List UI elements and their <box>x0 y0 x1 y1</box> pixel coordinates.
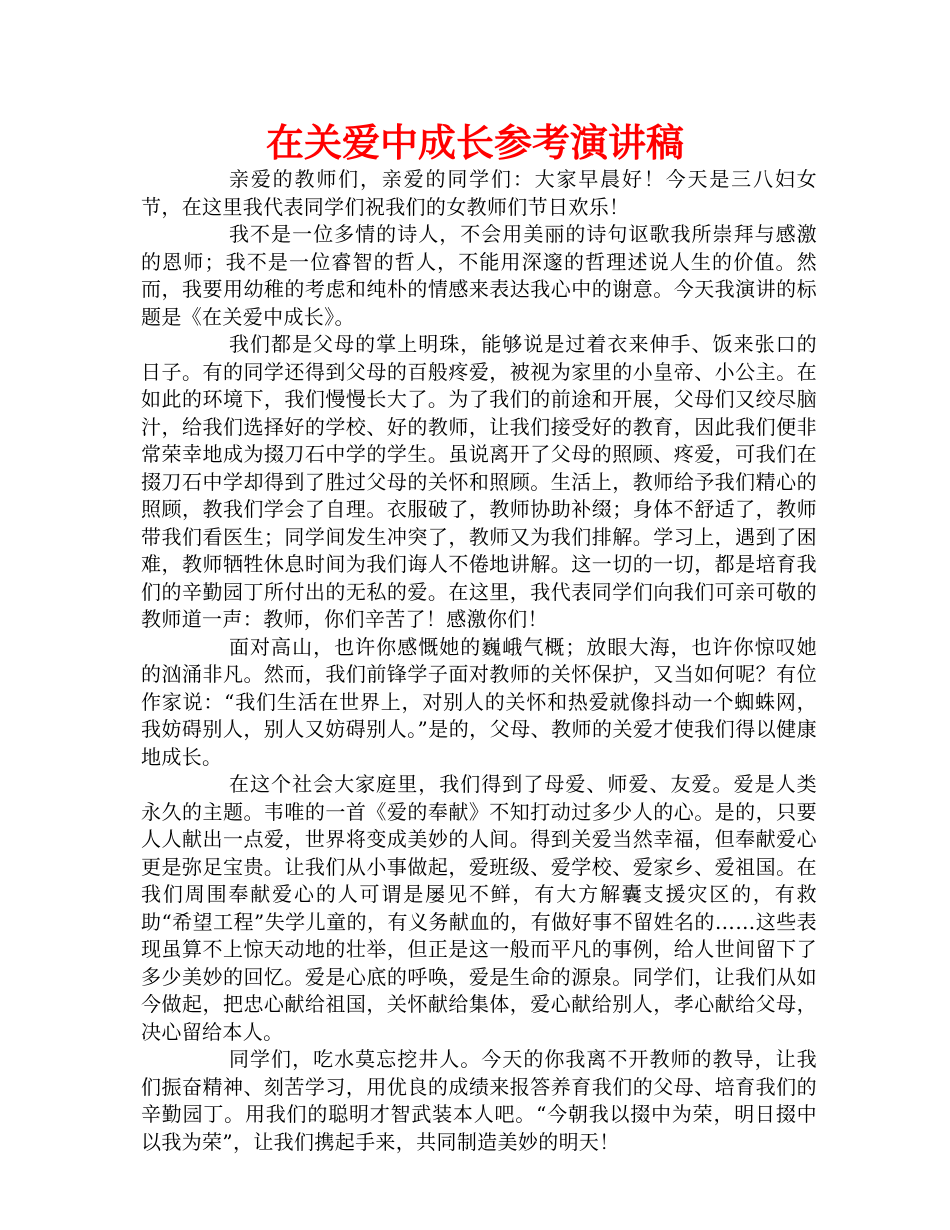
paragraph-conclusion: 同学们，吃水莫忘挖井人。今天的你我离不开教师的教导，让我们振奋精神、刻苦学习，用优良的成绩来报答养育我们的父母、培育我们的辛勤园丁。用我们的聪明才智武装本人吧。“今朝我以掇中为荣，明日掇中以我为荣”，让我们携起手来，共同制造美妙的明天！ <box>141 1047 817 1154</box>
paragraph-greeting: 亲爱的教师们，亲爱的同学们：大家早晨好！今天是三八妇女节，在这里我代表同学们祝我们的女教师们节日欢乐！ <box>141 167 817 219</box>
paragraph-society-love: 在这个社会大家庭里，我们得到了母爱、师爱、友爱。爱是人类永久的主题。韦唯的一首《爱的奉献》不知打动过多少人的心。是的，只要人人献出一点爱，世界将变成美妙的人间。得到关爱当然幸福，但奉献爱心更是弥足宝贵。让我们从小事做起，爱班级、爱学校、爱家乡、爱祖国。在我们周围奉献爱心的人可谓是屡见不鲜，有大方解囊支援灾区的，有救助“希望工程”失学儿童的，有义务献血的，有做好事不留姓名的……这些表现虽算不上惊天动地的壮举，但正是这一般而平凡的事例，给人世间留下了多少美妙的回忆。爱是心底的呼唤，爱是生命的源泉。同学们，让我们从如今做起，把忠心献给祖国，关怀献给集体，爱心献给别人，孝心献给父母，决心留给本人。 <box>141 772 817 1044</box>
speech-body <box>141 166 817 1156</box>
paragraph-mountain-sea: 面对高山，也许你感慨她的巍峨气概；放眼大海，也许你惊叹她的汹涌非凡。然而，我们前锋学子面对教师的关怀保护，又当如何呢？有位作家说：“我们生活在世界上，对别人的关怀和热爱就像抖动一个蜘蛛网，我妨碍别人，别人又妨碍别人。”是的，父母、教师的关爱才使我们得以健康地成长。 <box>141 634 817 769</box>
document-title: 在关爱中成长参考演讲稿 <box>265 121 684 165</box>
paragraph-introduction: 我不是一位多情的诗人，不会用美丽的诗句讴歌我所崇拜与感激的恩师；我不是一位睿智的哲人，不能用深邃的哲理述说人生的价值。然而，我要用幼稚的考虑和纯朴的情感来表达我心中的谢意。今天我演讲的标题是《在关爱中成长》。 <box>141 222 817 329</box>
paragraph-school-care: 我们都是父母的掌上明珠，能够说是过着衣来伸手、饭来张口的日子。有的同学还得到父母的百般疼爱，被视为家里的小皇帝、小公主。在如此的环境下，我们慢慢长大了。为了我们的前途和开展，父母们又绞尽脑汁，给我们选择好的学校、好的教师，让我们接受好的教育，因此我们便非常荣幸地成为掇刀石中学的学生。虽说离开了父母的照顾、疼爱，可我们在掇刀石中学却得到了胜过父母的关怀和照顾。生活上，教师给予我们精心的照顾，教我们学会了自理。衣服破了，教师协助补缀；身体不舒适了，教师带我们看医生；同学间发生冲突了，教师又为我们排解。学习上，遇到了困难，教师牺牲休息时间为我们诲人不倦地讲解。这一切的一切，都是培育我们的辛勤园丁所付出的无私的爱。在这里，我代表同学们向我们可亲可敬的教师道一声：教师，你们辛苦了！感激你们！ <box>141 332 817 631</box>
